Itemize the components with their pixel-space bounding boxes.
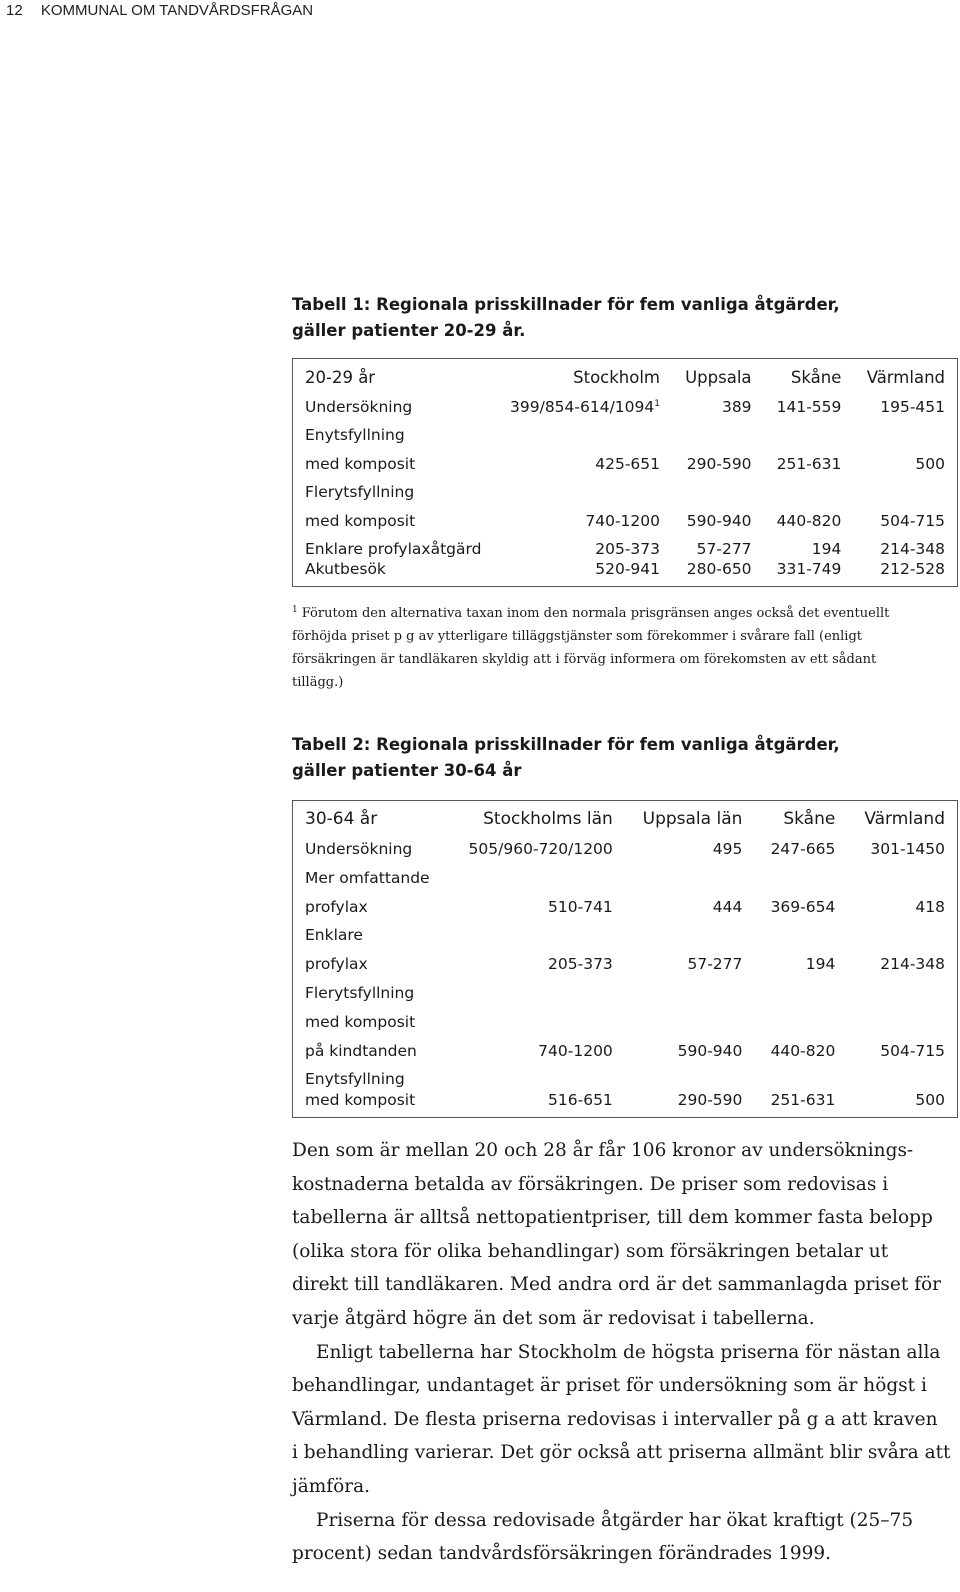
- text-line: jämföra.: [292, 1475, 371, 1497]
- paragraph: [292, 1134, 952, 1336]
- cell-value: 399/854-614/1094: [510, 397, 655, 416]
- row-label: på kindtanden: [305, 1041, 417, 1060]
- table-cell: 290-590: [677, 1090, 743, 1109]
- table-cell: [847, 858, 957, 887]
- table-cell: 418: [915, 897, 945, 916]
- table-cell: 504-715: [880, 1041, 945, 1060]
- table-cell: 214-348: [880, 540, 945, 558]
- table-cell: 516-651: [548, 1090, 613, 1109]
- table-cell: [754, 1060, 847, 1089]
- table-row: [293, 944, 958, 973]
- row-label: Undersökning: [305, 397, 413, 416]
- table-cell: 740-1200: [585, 511, 660, 530]
- paragraph: [292, 1504, 952, 1571]
- table-cell: 205-373: [548, 955, 613, 974]
- table2-col-header: Skåne: [783, 809, 836, 830]
- row-label: med komposit: [305, 1012, 416, 1031]
- table1-col-header: Värmland: [866, 368, 945, 387]
- row-label: med komposit: [305, 1090, 416, 1109]
- table2-caption-line2: gäller patienter 30-64 år: [292, 761, 522, 780]
- table-row: [293, 1031, 958, 1060]
- text-line: (olika stora för olika behandlingar) som försäkringen betalar ut: [292, 1240, 889, 1262]
- footnote-line: förhöjda priset p g av ytterligare tilläggstjänster som förekommer i svårare fall (enligt: [292, 629, 863, 644]
- row-label: Enytsfyllning: [305, 426, 405, 444]
- row-label: profylax: [305, 897, 368, 916]
- table1-col-header: 20-29 år: [305, 368, 376, 387]
- table-cell: [764, 416, 854, 445]
- table2-col-header: Stockholms län: [483, 809, 613, 830]
- table-cell: 331-749: [776, 560, 842, 578]
- table-row: [293, 1060, 958, 1089]
- table-cell: [449, 858, 625, 887]
- table-cell: 214-348: [880, 955, 945, 974]
- table-cell: 194: [805, 955, 836, 974]
- table2-col-header: 30-64 år: [305, 809, 378, 830]
- text-line: i behandling varierar. Det gör också att priserna allmänt blir svåra att: [292, 1442, 951, 1464]
- table-cell: 195-451: [880, 397, 945, 416]
- table2-header-row: [293, 801, 958, 830]
- table-cell: [754, 916, 847, 945]
- text-line: Värmland. De flesta priserna redovisas i intervaller på g a att kraven: [292, 1408, 938, 1430]
- table-cell: 590-940: [677, 1041, 743, 1060]
- row-label: Flerytsfyllning: [305, 984, 415, 1003]
- paragraph: [292, 1336, 952, 1504]
- table1-footnote: [292, 602, 948, 694]
- table-cell: 500: [915, 454, 945, 473]
- table-cell: [754, 858, 847, 887]
- table-cell: 57-277: [696, 540, 752, 558]
- table-cell: 500: [915, 1090, 945, 1109]
- table-cell: [625, 973, 755, 1002]
- table-cell: 520-941: [595, 560, 660, 578]
- table-cell: [625, 916, 755, 945]
- table1-caption-line1: Tabell 1: Regionala prisskillnader för fem vanliga åtgärder,: [292, 295, 840, 314]
- table1-col-header: Stockholm: [573, 368, 660, 387]
- table2-caption: [292, 732, 932, 784]
- footnote-marker: 1: [292, 604, 298, 615]
- table1-caption-line2: gäller patienter 20-29 år.: [292, 321, 526, 340]
- table-cell: 247-665: [770, 840, 836, 859]
- table1-header-row: [293, 359, 958, 388]
- text-line: kostnaderna betalda av försäkringen. De priser som redovisas i: [292, 1173, 889, 1195]
- table-cell: 57-277: [687, 955, 743, 974]
- text-line: Den som är mellan 20 och 28 år får 106 kronor av undersöknings-: [292, 1140, 914, 1161]
- body-text: [292, 1134, 952, 1571]
- table-cell: 194: [811, 540, 842, 558]
- table-row: [293, 473, 958, 502]
- table-cell: 290-590: [686, 454, 752, 473]
- table-cell: 495: [712, 840, 743, 859]
- table1-col-header: Uppsala: [685, 368, 752, 387]
- table-cell: 425-651: [595, 454, 660, 473]
- table-cell: 505/960-720/1200: [468, 840, 613, 859]
- table-cell: [853, 473, 957, 502]
- table-cell: 251-631: [776, 454, 842, 473]
- table-cell: [496, 387, 672, 416]
- table-cell: [754, 1002, 847, 1031]
- running-title: KOMMUNAL OM TANDVÅRDSFRÅGAN: [40, 2, 314, 19]
- table-cell: [853, 416, 957, 445]
- row-label: Enklare profylaxåtgärd: [305, 540, 482, 558]
- table-cell: 389: [721, 397, 752, 416]
- table-cell: 251-631: [770, 1090, 836, 1109]
- table-cell: 212-528: [880, 560, 945, 578]
- table1: [292, 358, 958, 587]
- table-cell: [754, 973, 847, 1002]
- table2-col-header: Värmland: [864, 809, 945, 830]
- table2-caption-line1: Tabell 2: Regionala prisskillnader för fem vanliga åtgärder,: [292, 735, 840, 754]
- table-row: [293, 501, 958, 530]
- footnote-text: Förutom den alternativa taxan inom den normala prisgränsen anges också det eventuellt: [301, 606, 890, 621]
- table-row: [293, 387, 958, 416]
- text-line: behandlingar, undantaget är priset för undersökning som är högst i: [292, 1375, 927, 1397]
- table-cell: [449, 973, 625, 1002]
- table-cell: [449, 916, 625, 945]
- table-cell: [496, 473, 672, 502]
- page-number: 12: [6, 2, 23, 19]
- row-label: med komposit: [305, 454, 416, 473]
- table1-caption: [292, 292, 932, 344]
- table-cell: [496, 416, 672, 445]
- table-cell: 280-650: [686, 560, 752, 578]
- row-label: Enklare: [305, 926, 363, 945]
- row-label: Enytsfyllning: [305, 1070, 405, 1089]
- table-row: [293, 887, 958, 916]
- table-cell: [847, 1060, 957, 1089]
- text-line: tabellerna är alltså nettopatientpriser, till dem kommer fasta belopp: [292, 1207, 933, 1229]
- table-cell: [847, 1002, 957, 1031]
- table-row: [293, 416, 958, 445]
- table-cell: [449, 1002, 625, 1031]
- text-line: varje åtgärd högre än det som är redovisat i tabellerna.: [292, 1307, 815, 1329]
- table-row: [293, 1002, 958, 1031]
- table2: [292, 800, 958, 1118]
- table-row: [293, 973, 958, 1002]
- row-label: Flerytsfyllning: [305, 483, 415, 501]
- table-row: [293, 558, 958, 587]
- table-cell: [625, 1060, 755, 1089]
- table-cell: [847, 916, 957, 945]
- table-cell: [625, 1002, 755, 1031]
- table-cell: [625, 858, 755, 887]
- footnote-line: tillägg.): [292, 675, 344, 690]
- table1-col-header: Skåne: [790, 368, 842, 387]
- row-label: profylax: [305, 955, 368, 974]
- table-row: [293, 1088, 958, 1117]
- table-cell: 141-559: [776, 397, 842, 416]
- table-cell: 440-820: [776, 511, 842, 530]
- row-label: Undersökning: [305, 840, 413, 859]
- table-cell: [672, 473, 764, 502]
- table-cell: 590-940: [686, 511, 752, 530]
- footnote-ref: 1: [654, 398, 660, 409]
- table-cell: [449, 1060, 625, 1089]
- row-label: Mer omfattande: [305, 868, 430, 887]
- table-cell: 510-741: [548, 897, 613, 916]
- table-cell: [672, 416, 764, 445]
- table-cell: 301-1450: [870, 840, 945, 859]
- table-row: [293, 858, 958, 887]
- table-cell: [764, 473, 854, 502]
- row-label: Akutbesök: [305, 560, 386, 578]
- footnote-line: [292, 602, 948, 625]
- table-cell: 504-715: [880, 511, 945, 530]
- text-line: Priserna för dessa redovisade åtgärder har ökat kraftigt (25–75: [316, 1509, 914, 1531]
- footnote-line: försäkringen är tandläkaren skyldig att i förväg informera om förekomsten av ett sådant: [292, 652, 877, 667]
- page-header: [6, 2, 313, 19]
- text-line: Enligt tabellerna har Stockholm de högsta priserna för nästan alla: [316, 1341, 941, 1363]
- table-cell: [847, 973, 957, 1002]
- table2-col-header: Uppsala län: [642, 809, 743, 830]
- table-cell: 740-1200: [538, 1041, 613, 1060]
- row-label: med komposit: [305, 511, 416, 530]
- table-cell: 440-820: [770, 1041, 836, 1060]
- text-line: procent) sedan tandvårdsförsäkringen förändrades 1999.: [292, 1543, 832, 1565]
- table-row: [293, 530, 958, 559]
- table-row: [293, 829, 958, 858]
- text-line: direkt till tandläkaren. Med andra ord är det sammanlagda priset för: [292, 1274, 942, 1296]
- table-cell: 369-654: [770, 897, 836, 916]
- table-row: [293, 916, 958, 945]
- table-cell: 205-373: [595, 540, 660, 558]
- table-row: [293, 444, 958, 473]
- table-cell: 444: [712, 897, 743, 916]
